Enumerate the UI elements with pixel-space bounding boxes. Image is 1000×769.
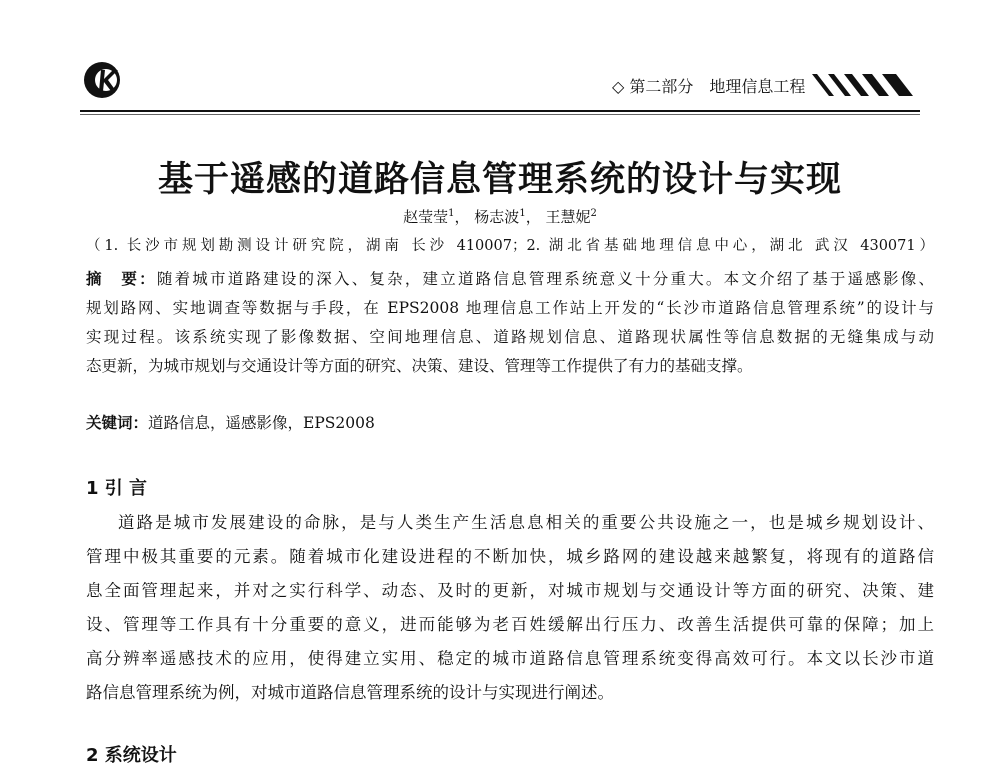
abstract-line [86, 267, 934, 289]
abstract-line: 规划路网、实地调查等数据与手段，在 EPS2008 地理信息工作站上开发的“长沙市道路信息管理系统”的设计与 [86, 299, 934, 317]
header-rule [80, 110, 920, 112]
header-rule-thin [80, 114, 920, 115]
body-line: 路信息管理系统为例，对城市道路信息管理系统的设计与实现进行阐述。 [86, 683, 614, 702]
keywords [86, 411, 934, 433]
decorative-slashes [812, 72, 920, 98]
abstract-text: 随着城市道路建设的深入、复杂，建立道路信息管理系统意义十分重大。本文介绍了基于遥感影像、 [156, 270, 934, 288]
section-heading: 1 引 言 [86, 478, 148, 499]
author: 赵莹莹 [403, 208, 449, 226]
body-line: 管理中极其重要的元素。随着城市化建设进程的不断加快，城乡路网的建设越来越繁复，将现有的道路信 [86, 547, 934, 566]
abstract-line: 态更新，为城市规划与交通设计等方面的研究、决策、建设、管理等工作提供了有力的基础支撑。 [86, 357, 753, 375]
section-heading: 2 系统设计 [86, 745, 177, 766]
author-affil-mark: 2 [590, 208, 597, 219]
abstract-label: 摘 要： [86, 270, 157, 288]
affiliation: （1. 长沙市规划勘测设计研究院，湖南 长沙 410007；2. 湖北省基础地理信息中心，湖北 武汉 430071） [86, 238, 934, 254]
paper-title: 基于遥感的道路信息管理系统的设计与实现 [157, 159, 842, 200]
journal-logo [82, 60, 122, 100]
body-line: 高分辨率遥感技术的应用，使得建立实用、稳定的城市道路信息管理系统变得高效可行。本文以长沙市道 [86, 649, 934, 668]
body-line: 设、管理等工作具有十分重要的意义，进而能够为老百姓缓解出行压力、改善生活提供可靠的保障；加上 [86, 615, 934, 634]
author: 王慧妮 [545, 208, 591, 226]
keywords-text: 道路信息，遥感影像，EPS2008 [148, 414, 375, 432]
authors: 赵莹莹$^1$， 杨志波$^1$， 王慧妮$^2$ [403, 208, 597, 226]
author: 杨志波 [474, 208, 520, 226]
body-line: 息全面管理起来，并对之实行科学、动态、及时的更新，对城市规划与交通设计等方面的研究、决策、建 [86, 581, 934, 600]
body-line: 道路是城市发展建设的命脉，是与人类生产生活息息相关的重要公共设施之一，也是城乡规划设计、 [118, 513, 934, 532]
keywords-label: 关键词： [86, 414, 149, 432]
author-affil-mark: 1 [519, 208, 526, 219]
author-affil-mark: 1 [448, 208, 455, 219]
running-header: ◇ 第二部分 地理信息工程 [612, 77, 806, 96]
abstract-line: 实现过程。该系统实现了影像数据、空间地理信息、道路规划信息、道路现状属性等信息数据的无缝集成与动 [86, 328, 934, 346]
